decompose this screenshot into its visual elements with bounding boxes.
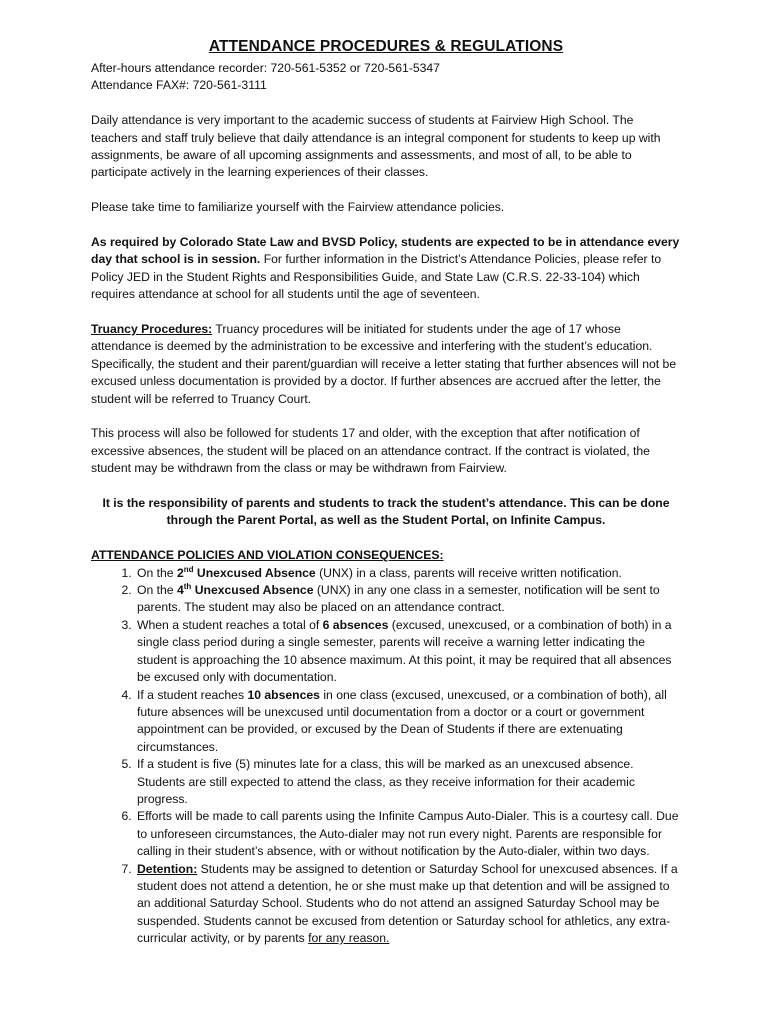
policy-item-2 bbox=[135, 582, 681, 617]
law-text: For further information in the District’s Attendance Policies, please refer to Policy JED in the Student Rights and Responsibilities Guide, and State Law (C.R.S. 22-33-104) which requires attendance at school for all students until the age of seventeen. bbox=[91, 252, 662, 302]
policy-2-bold bbox=[177, 583, 314, 597]
responsibility-paragraph: It is the responsibility of parents and students to track the student’s attendance. This can be done through the Parent Portal, as well as the Student Portal, on Infinite Campus. bbox=[102, 496, 670, 528]
policy-1-pre: On the bbox=[137, 565, 177, 580]
policy-3-pre: When a student reaches a total of bbox=[137, 617, 323, 632]
policy-1-bold-text: Unexcused Absence bbox=[193, 565, 316, 580]
seventeen-paragraph: This process will also be followed for students 17 and older, with the exception that after notification of excessive absences, the student will be placed on an attendance contract. If the contract is violated, the student may be withdrawn from the class or may be withdrawn from Fairview. bbox=[91, 426, 650, 476]
policy-item-1 bbox=[135, 565, 681, 582]
truancy-paragraph bbox=[91, 321, 681, 408]
policy-2-suffix: th bbox=[183, 582, 192, 592]
fax-line: Attendance FAX#: 720-561-3111 bbox=[91, 78, 267, 93]
policy-2-number: 4 bbox=[176, 583, 184, 598]
familiarize-paragraph: Please take time to familiarize yourself with the Fairview attendance policies. bbox=[91, 200, 505, 215]
policy-4-pre: If a student reaches bbox=[137, 687, 248, 702]
law-bold-text: As required by Colorado State Law and BVSD Policy, students are expected to be in attendance every day that school is in session. bbox=[91, 235, 680, 267]
policy-1-bold bbox=[177, 566, 316, 580]
page-title: ATTENDANCE PROCEDURES & REGULATIONS bbox=[208, 38, 564, 55]
policy-1-post: (UNX) in a class, parents will receive written notification. bbox=[315, 565, 622, 580]
policy-1-suffix: nd bbox=[183, 564, 194, 574]
document-body bbox=[91, 37, 681, 948]
policy-item-5: 5. If a student is five (5) minutes late for a class, this will be marked as an unexcused absence. Students are still expected to attend the class, as they receive information for their academic progress. bbox=[135, 756, 681, 808]
policies-heading: ATTENDANCE POLICIES AND VIOLATION CONSEQUENCES: bbox=[91, 548, 444, 563]
policy-item-7 bbox=[135, 861, 681, 948]
policy-3-post: (excused, unexcused, or a combination of both) in a single class period during a single semester, parents will receive a warning letter indicating the student is approaching the 10 absence maximum. At this point, it may be required that all absences be excused only with documentation. bbox=[137, 617, 672, 685]
policies-list bbox=[91, 565, 681, 948]
policy-item-6: 6. Efforts will be made to call parents using the Infinite Campus Auto-Dialer. This is a courtesy call. Due to unforeseen circumstances, the Auto-dialer may not run every night. Parents are responsible for calling in their student’s absence, with or without notification by the Auto-dialer, within two days. bbox=[135, 808, 681, 860]
policy-4-bold-text: 10 absences bbox=[247, 687, 320, 702]
policy-item-3 bbox=[135, 617, 681, 687]
detention-text: Students may be assigned to detention or Saturday School for unexcused absences. If a student does not attend a detention, he or she must make up that detention and will be assigned to an additional Saturday School. Students who do not attend an assigned Saturday School may be suspended. Students cannot be excused from detention or Saturday school for athletics, any extra-curricular activity, or by parents bbox=[137, 861, 678, 946]
law-paragraph bbox=[91, 234, 681, 304]
detention-heading: Detention: bbox=[137, 861, 198, 876]
policy-3-bold-text: 6 absences bbox=[322, 617, 389, 632]
policy-item-4 bbox=[135, 687, 681, 757]
detention-underlined-text: for any reason. bbox=[308, 931, 390, 946]
policy-4-post: in one class (excused, unexcused, or a combination of both), all future absences will be unexcused until documentation from a doctor or a court or government appointment can be provided, or excused by the Dean of Students if there are extenuating circumstances. bbox=[137, 687, 667, 754]
policy-2-bold-text: Unexcused Absence bbox=[191, 583, 314, 598]
intro-paragraph: Daily attendance is very important to the academic success of students at Fairview High School. The teachers and staff truly believe that daily attendance is an integral component for students to keep up with assignments, be aware of all upcoming assignments and assessments, and most of all, to be able to participate actively in the learning experiences of their classes. bbox=[91, 113, 661, 180]
truancy-heading: Truancy Procedures: bbox=[91, 322, 213, 337]
recorder-phone-line: After-hours attendance recorder: 720-561-5352 or 720-561-5347 bbox=[91, 61, 440, 75]
policy-2-pre: On the bbox=[137, 583, 177, 598]
policy-1-number: 2 bbox=[176, 565, 184, 580]
policy-2-post: (UNX) in any one class in a semester, notification will be sent to parents. The student may also be placed on an attendance contract. bbox=[137, 583, 660, 615]
truancy-text: Truancy procedures will be initiated for students under the age of 17 whose attendance is deemed by the administration to be excessive and interfering with the student’s education. Specifically, the student and their parent/guardian will receive a letter stating that further absences will not be excused unless documentation is provided by a doctor. If further absences are accrued after the letter, the student will be referred to Truancy Court. bbox=[91, 322, 677, 406]
